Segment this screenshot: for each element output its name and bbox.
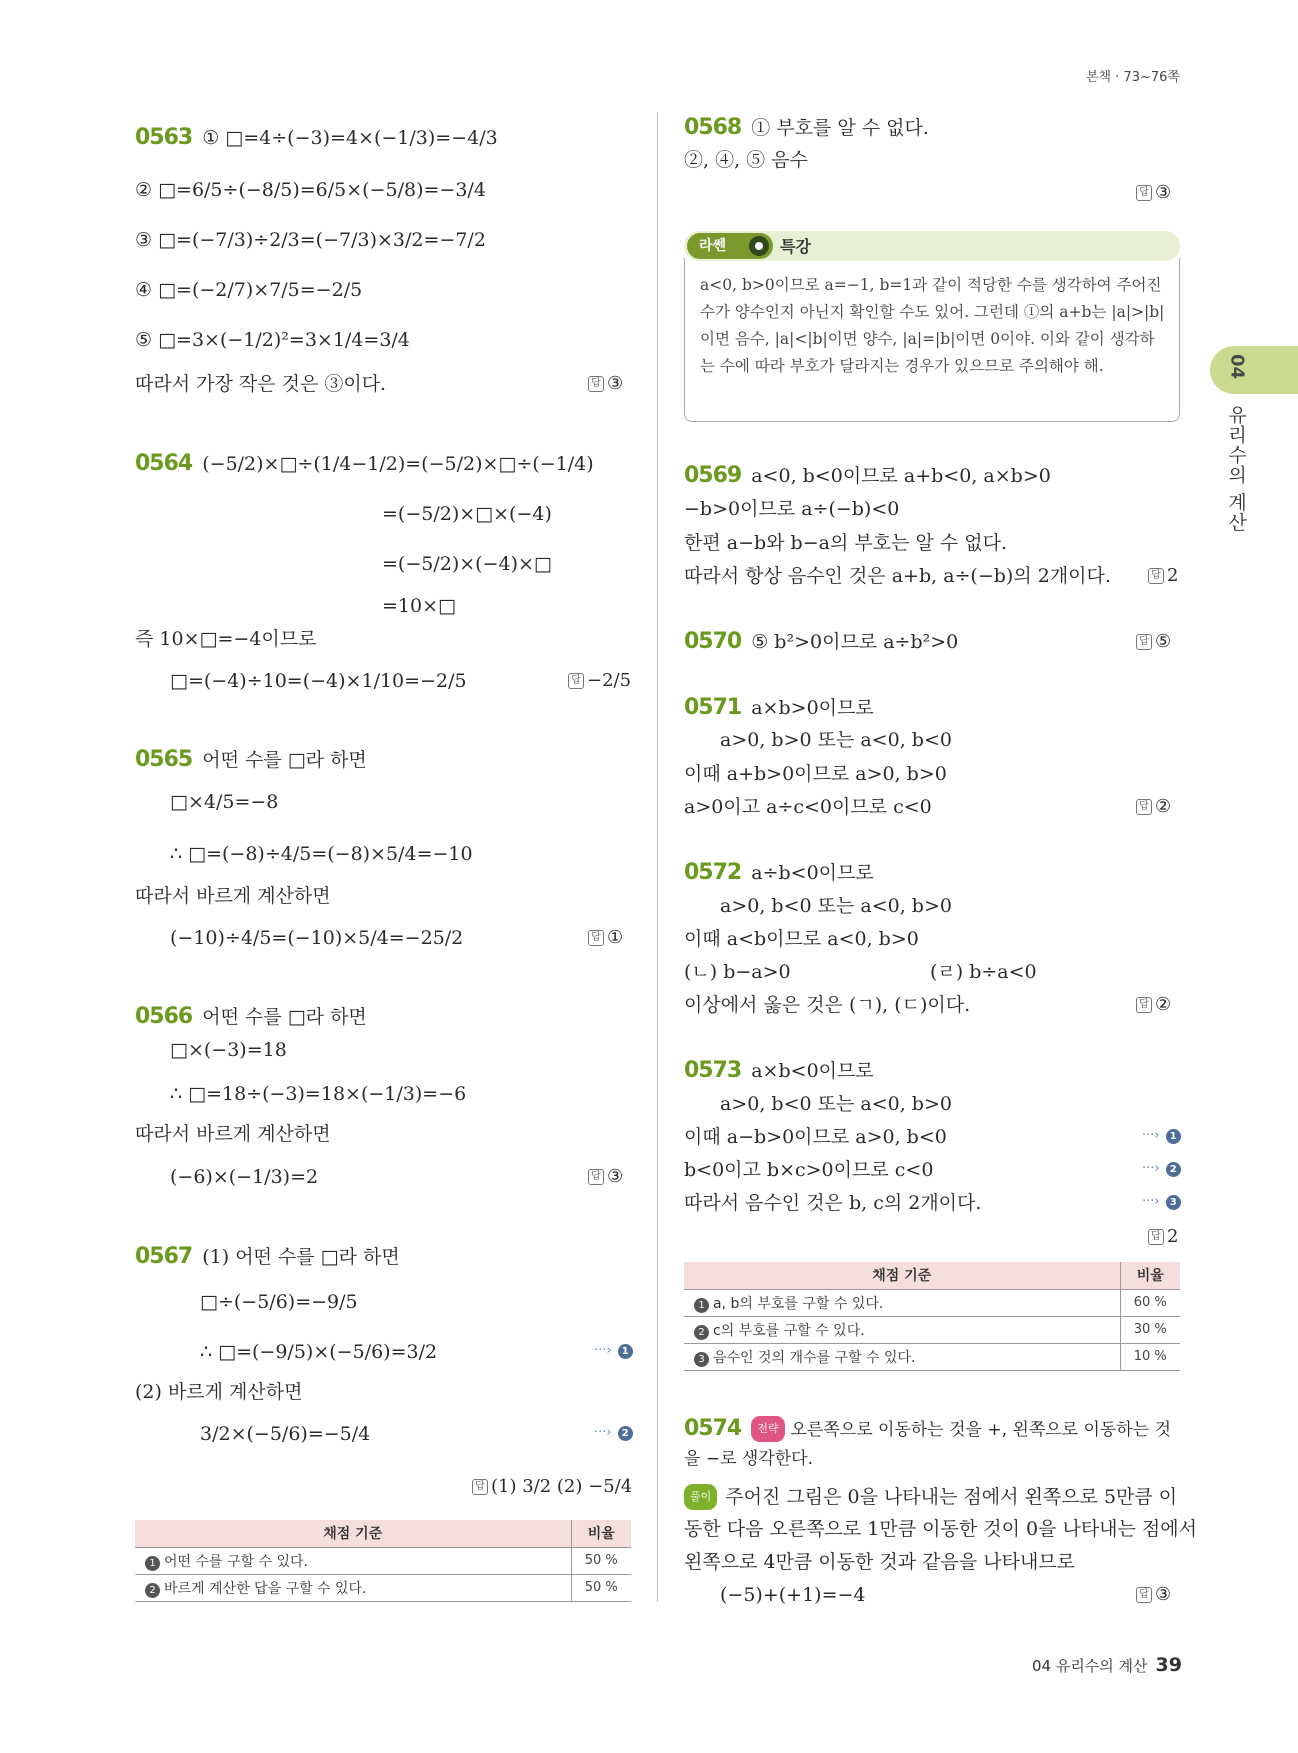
problem-0569-line-3: 한편 a−b와 b−a의 부호는 알 수 없다.: [684, 532, 1007, 554]
problem-number: 0564: [135, 451, 193, 476]
problem-0565-line-2: □×4/5=−8: [170, 791, 279, 813]
answer-mark-icon: 답: [1148, 568, 1164, 584]
problem-number: 0567: [135, 1244, 193, 1269]
problem-0564-line-3: =(−5/2)×(−4)×□: [382, 553, 552, 575]
problem-0563-line-3: ③ □=(−7/3)÷2/3=(−7/3)×3/2=−7/2: [135, 229, 486, 251]
problem-0574-line-2: 을 −로 생각한다.: [684, 1449, 813, 1469]
step-marker-1: ···› 1: [1142, 1128, 1181, 1144]
step-marker-2: ···› 2: [1142, 1161, 1181, 1177]
problem-number: 0566: [135, 1004, 193, 1029]
table-header-ratio: 비율: [571, 1520, 631, 1547]
problem-0574-line-1: 0574 전략 오른쪽으로 이동하는 것을 +, 왼쪽으로 이동하는 것: [684, 1416, 1172, 1441]
problem-0569-line-1: 0569 a<0, b<0이므로 a+b<0, a×b>0: [684, 463, 1051, 488]
problem-0574-line-3: 풀이 주어진 그림은 0을 나타내는 점에서 왼쪽으로 5만큼 이: [684, 1484, 1177, 1510]
problem-0567-line-1: 0567 (1) 어떤 수를 □라 하면: [135, 1244, 400, 1269]
answer-mark-icon: 답: [1136, 799, 1152, 815]
table-row: 1 a, b의 부호를 구할 수 있다. 60 %: [684, 1289, 1180, 1316]
step-marker-1: ···› 1: [594, 1343, 633, 1359]
problem-0563-line-4: ④ □=(−2/7)×7/5=−2/5: [135, 279, 363, 301]
problem-0566-line-2: □×(−3)=18: [170, 1039, 287, 1061]
problem-0568-line-1: 0568 ① 부호를 알 수 없다.: [684, 115, 929, 140]
problem-0566-line-3: ∴ □=18÷(−3)=18×(−1/3)=−6: [170, 1083, 467, 1105]
problem-0573-line-2: a>0, b<0 또는 a<0, b>0: [720, 1093, 952, 1115]
answer-mark-icon: 답: [1148, 1229, 1164, 1245]
problem-0574-line-5: 왼쪽으로 4만큼 이동한 것과 같음을 나타내므로: [684, 1551, 1076, 1573]
header-page-reference: 본책 · 73~76쪽: [1085, 70, 1180, 85]
problem-0572-line-2: a>0, b<0 또는 a<0, b>0: [720, 895, 952, 917]
table-row: 3 음수인 것의 개수를 구할 수 있다. 10 %: [684, 1343, 1180, 1370]
strategy-tag: 전략: [751, 1416, 784, 1442]
problem-0573-line-3: 이때 a−b>0이므로 a>0, b<0: [684, 1126, 947, 1148]
answer-mark-icon: 답: [1136, 997, 1152, 1013]
problem-number: 0570: [684, 629, 742, 654]
problem-0563-line-1: 0563 ① □=4÷(−3)=4×(−1/3)=−4/3: [135, 125, 498, 150]
answer-mark-icon: 답: [472, 1479, 488, 1495]
problem-number: 0565: [135, 747, 193, 772]
problem-number: 0571: [684, 695, 742, 720]
answer-mark-icon: 답: [588, 1169, 604, 1185]
problem-0570-line-1: 0570 ⑤ b²>0이므로 a÷b²>0: [684, 629, 959, 654]
problem-0564-line-4: =10×□: [382, 595, 456, 617]
problem-0572-line-1: 0572 a÷b<0이므로: [684, 860, 874, 885]
target-icon: [749, 236, 769, 256]
problem-0566-line-5: (−6)×(−1/3)=2: [170, 1166, 319, 1188]
problem-0566-line-4: 따라서 바르게 계산하면: [135, 1123, 331, 1145]
problem-0567-line-4: (2) 바르게 계산하면: [135, 1381, 303, 1403]
chapter-tab: [1210, 346, 1298, 394]
problem-0564-line-5: 즉 10×□=−4이므로: [135, 628, 317, 650]
problem-0569-answer: 답 2: [1148, 564, 1178, 588]
problem-0574-line-4: 동한 다음 오른쪽으로 1만큼 이동한 것이 0을 나타내는 점에서: [684, 1518, 1197, 1540]
problem-0569-line-2: −b>0이므로 a÷(−b)<0: [684, 498, 900, 520]
problem-0571-line-4: a>0이고 a÷c<0이므로 c<0: [684, 796, 932, 818]
special-lecture-text: a<0, b>0이므로 a=−1, b=1과 같이 적당한 수를 생각하여 주어진 수가 양수인지 아닌지 확인할 수도 있어. 그런데 ①의 a+b는 |a|>|b|이면 음수, |a|<|b|이면 양수, |a|=|b|이면 0이야. 이와 같이 생각하는 수에 따라 부호가 달라지는 경우가 있으므로 주의해야 해.: [700, 276, 1165, 375]
problem-0571-line-3: 이때 a+b>0이므로 a>0, b>0: [684, 763, 947, 785]
table-row: 1 어떤 수를 구할 수 있다. 50 %: [135, 1547, 631, 1574]
problem-0573-line-4: b<0이고 b×c>0이므로 c<0: [684, 1159, 934, 1181]
problem-0563-line-2: ② □=6/5÷(−8/5)=6/5×(−5/8)=−3/4: [135, 179, 486, 201]
answer-mark-icon: 답: [588, 376, 604, 392]
problem-0563-answer: 답 ③: [588, 372, 623, 396]
page-footer: [1010, 1654, 1182, 1676]
problem-0564-line-6: □=(−4)÷10=(−4)×1/10=−2/5: [170, 670, 467, 692]
answer-mark-icon: 답: [588, 930, 604, 946]
problem-0567-line-3: ∴ □=(−9/5)×(−5/6)=3/2: [200, 1341, 438, 1363]
chapter-side-title: 유리수의 계산: [1225, 405, 1247, 533]
problem-0569-line-4: 따라서 항상 음수인 것은 a+b, a÷(−b)의 2개이다.: [684, 565, 1111, 587]
problem-0571-line-2: a>0, b>0 또는 a<0, b<0: [720, 729, 952, 751]
problem-0563-line-6: 따라서 가장 작은 것은 ③이다.: [135, 373, 387, 395]
problem-0572-line-3: 이때 a<b이므로 a<0, b>0: [684, 928, 919, 950]
problem-0565-line-1: 0565 어떤 수를 □라 하면: [135, 747, 367, 772]
page-number: 39: [1155, 1654, 1182, 1676]
problem-0572-answer: 답 ②: [1136, 993, 1171, 1017]
step-marker-2: ···› 2: [594, 1425, 633, 1441]
problem-0565-line-3: ∴ □=(−8)÷4/5=(−8)×5/4=−10: [170, 843, 473, 865]
table-row: 2 바르게 계산한 답을 구할 수 있다. 50 %: [135, 1574, 631, 1601]
problem-0567-line-2: □÷(−5/6)=−9/5: [200, 1291, 358, 1313]
problem-0568-answer: 답 ③: [1136, 181, 1171, 205]
table-row: 2 c의 부호를 구할 수 있다. 30 %: [684, 1316, 1180, 1343]
column-divider: [657, 112, 658, 1602]
problem-number: 0573: [684, 1058, 742, 1083]
problem-0573-answer: 답 2: [1148, 1225, 1178, 1249]
problem-0574-line-6: (−5)+(+1)=−4: [720, 1584, 866, 1606]
problem-0574-answer: 답 ③: [1136, 1583, 1171, 1607]
special-lecture-badge: 라쎈: [687, 233, 773, 259]
grading-table-left: [135, 1520, 631, 1602]
problem-0572-line-4: (ㄴ) b−a>0: [684, 961, 791, 983]
problem-0571-answer: 답 ②: [1136, 795, 1171, 819]
table-header-criteria: 채점 기준: [684, 1262, 1120, 1289]
problem-number: 0574: [684, 1416, 742, 1441]
problem-0572-line-6: 이상에서 옳은 것은 (ㄱ), (ㄷ)이다.: [684, 994, 971, 1016]
problem-0563-line-5: ⑤ □=3×(−1/2)²=3×1/4=3/4: [135, 329, 410, 351]
solution-tag: 풀이: [684, 1484, 717, 1510]
table-header-ratio: 비율: [1120, 1262, 1180, 1289]
problem-0571-line-1: 0571 a×b>0이므로: [684, 695, 874, 720]
problem-number: 0572: [684, 860, 742, 885]
problem-0564-line-1: 0564 (−5/2)×□÷(1/4−1/2)=(−5/2)×□÷(−1/4): [135, 451, 594, 476]
problem-0564-line-2: =(−5/2)×□×(−4): [382, 503, 552, 525]
grading-table-right: [684, 1262, 1180, 1371]
problem-0573-line-1: 0573 a×b<0이므로: [684, 1058, 874, 1083]
problem-0573-line-5: 따라서 음수인 것은 b, c의 2개이다.: [684, 1192, 982, 1214]
problem-0565-line-5: (−10)÷4/5=(−10)×5/4=−25/2: [170, 927, 464, 949]
problem-0567-answer: 답 (1) 3/2 (2) −5/4: [472, 1475, 632, 1499]
problem-0564-answer: 답 −2/5: [568, 669, 631, 693]
footer-chapter: 04 유리수의 계산: [1031, 1657, 1148, 1675]
answer-mark-icon: 답: [1136, 185, 1152, 201]
problem-0566-answer: 답 ③: [588, 1165, 623, 1189]
special-lecture-title: 특강: [780, 237, 811, 256]
answer-mark-icon: 답: [1136, 634, 1152, 650]
problem-0570-answer: 답 ⑤: [1136, 630, 1171, 654]
problem-number: 0569: [684, 463, 742, 488]
problem-number: 0563: [135, 125, 193, 150]
problem-number: 0568: [684, 115, 742, 140]
problem-0572-line-5: (ㄹ) b÷a<0: [930, 961, 1037, 983]
problem-0568-line-2: ②, ④, ⑤ 음수: [684, 149, 808, 171]
table-header-criteria: 채점 기준: [135, 1520, 571, 1547]
chapter-tab-number: 04: [1226, 353, 1248, 380]
answer-mark-icon: 답: [568, 673, 584, 689]
problem-0565-answer: 답 ①: [588, 926, 623, 950]
answer-mark-icon: 답: [1136, 1587, 1152, 1603]
problem-0567-line-5: 3/2×(−5/6)=−5/4: [200, 1423, 371, 1445]
problem-0566-line-1: 0566 어떤 수를 □라 하면: [135, 1004, 367, 1029]
step-marker-3: ···› 3: [1142, 1194, 1181, 1210]
problem-0565-line-4: 따라서 바르게 계산하면: [135, 885, 331, 907]
